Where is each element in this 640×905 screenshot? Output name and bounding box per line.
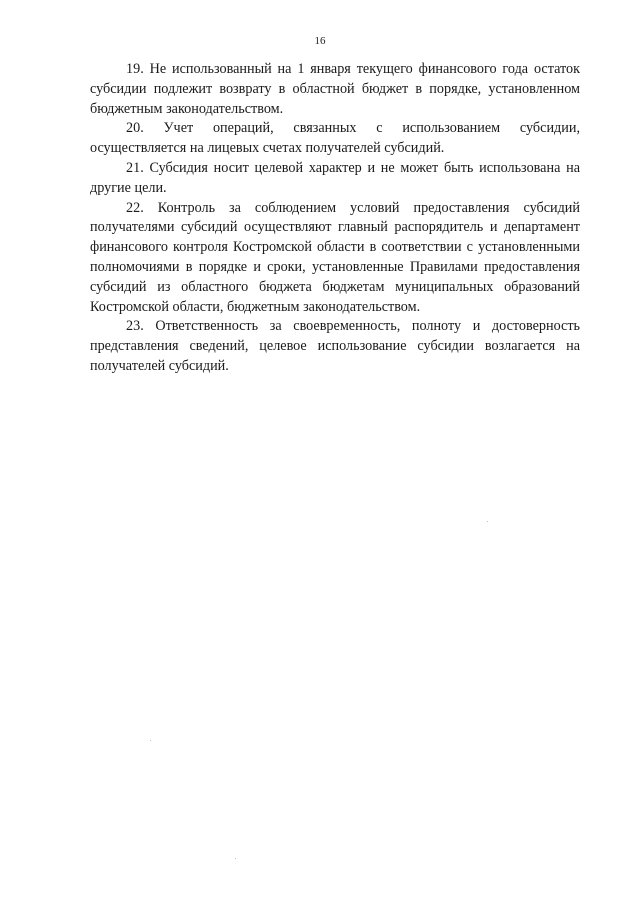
scan-speck [487, 521, 488, 522]
page-number: 16 [314, 35, 326, 47]
scan-speck [235, 858, 236, 859]
paragraph-22: 22. Контроль за соблюдением условий предоставления субсидий получателями субсидий осуществляют главный распорядитель и департамент финансового контроля Костромской области в соответствии с установленными полномочиями в порядке и сроки, установленные Правилами предоставления субсидий из областного бюджета бюджетам муниципальных образований Костромской области, бюджетным законодательством. [90, 199, 580, 315]
document-body [90, 60, 580, 377]
paragraph-20: 20. Учет операций, связанных с использованием субсидии, осуществляется на лицевых счетах получателей субсидий. [90, 120, 580, 157]
paragraph-21: 21. Субсидия носит целевой характер и не может быть использована на другие цели. [90, 159, 580, 196]
paragraph-23: 23. Ответственность за своевременность, полноту и достоверность представления сведений, целевое использование субсидии возлагается на получателей субсидий. [90, 318, 580, 374]
scan-speck [150, 740, 151, 741]
paragraph-19: 19. Не использованный на 1 января текущего финансового года остаток субсидии подлежит возврату в областной бюджет в порядке, установленном бюджетным законодательством. [90, 61, 580, 117]
